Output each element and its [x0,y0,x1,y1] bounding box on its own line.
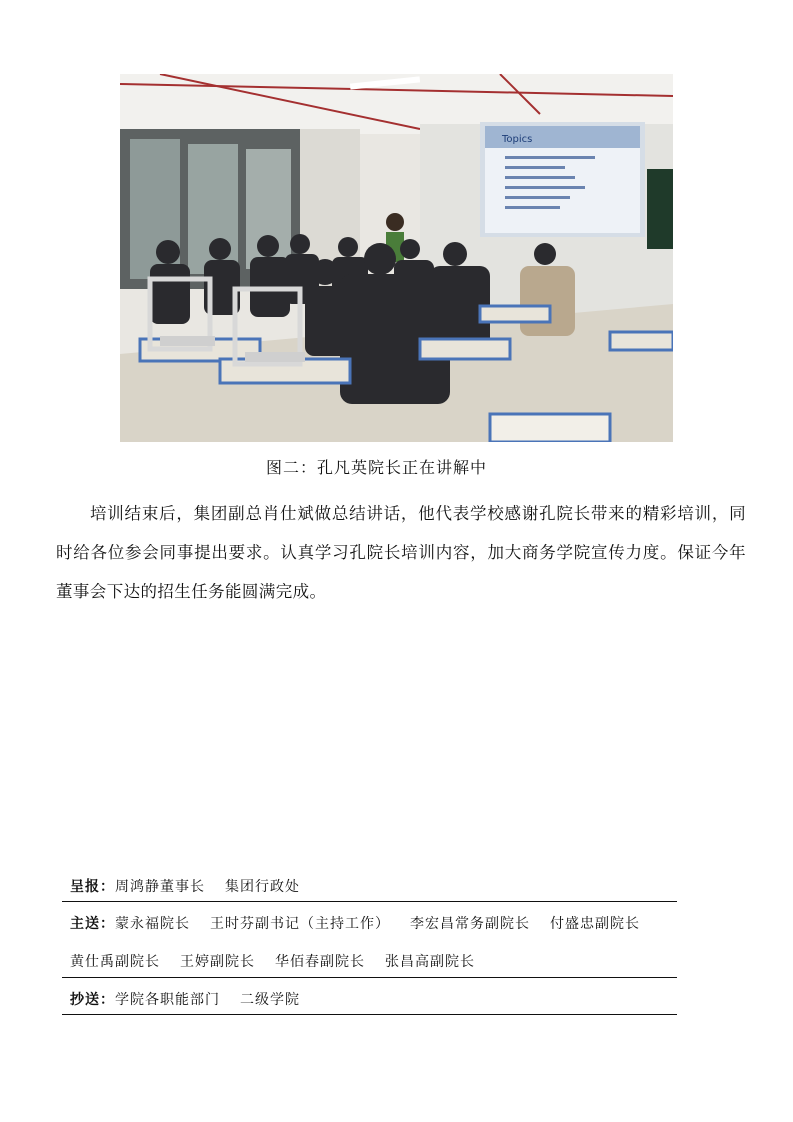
copy-label: 抄送： [70,992,115,1008]
caption-text: 图二：孔凡英院长正在讲解中 [265,458,487,477]
submit-name-2: 集团行政处 [225,879,300,895]
submit-label: 呈报： [70,879,115,895]
send-name-1: 蒙永福院长 [115,916,190,932]
send-label: 主送： [70,916,115,932]
send-name-7: 华佰春副院长 [275,954,365,970]
send-name-6: 王婷副院长 [180,954,255,970]
send-name-2: 王时芬副书记（主持工作） [210,916,390,932]
send-line-2 [70,951,495,971]
body-paragraph [56,494,746,611]
send-name-8: 张昌高副院长 [385,954,475,970]
divider-rule [62,1014,677,1015]
submit-name-1: 周鸿静董事长 [115,879,205,895]
divider-rule [62,977,677,978]
classroom-photo [120,74,673,442]
submit-line [70,876,320,896]
paragraph-text: 培训结束后，集团副总肖仕斌做总结讲话，他代表学校感谢孔院长带来的精彩培训，同时给各位参会同事提出要求。认真学习孔院长培训内容，加大商务学院宣传力度。保证今年董事会下达的招生任务能圆满完成。 [56,504,746,601]
send-name-4: 付盛忠副院长 [550,916,640,932]
slide-title: Topics [502,134,533,145]
copy-name-1: 学院各职能部门 [115,992,220,1008]
send-name-5: 黄仕禹副院长 [70,954,160,970]
send-name-3: 李宏昌常务副院长 [410,916,530,932]
divider-rule [62,901,677,902]
send-line-1 [70,913,640,933]
classroom-photo-illustration [120,74,673,442]
copy-name-2: 二级学院 [240,992,300,1008]
copy-line [70,989,320,1009]
photo-caption [0,455,793,478]
